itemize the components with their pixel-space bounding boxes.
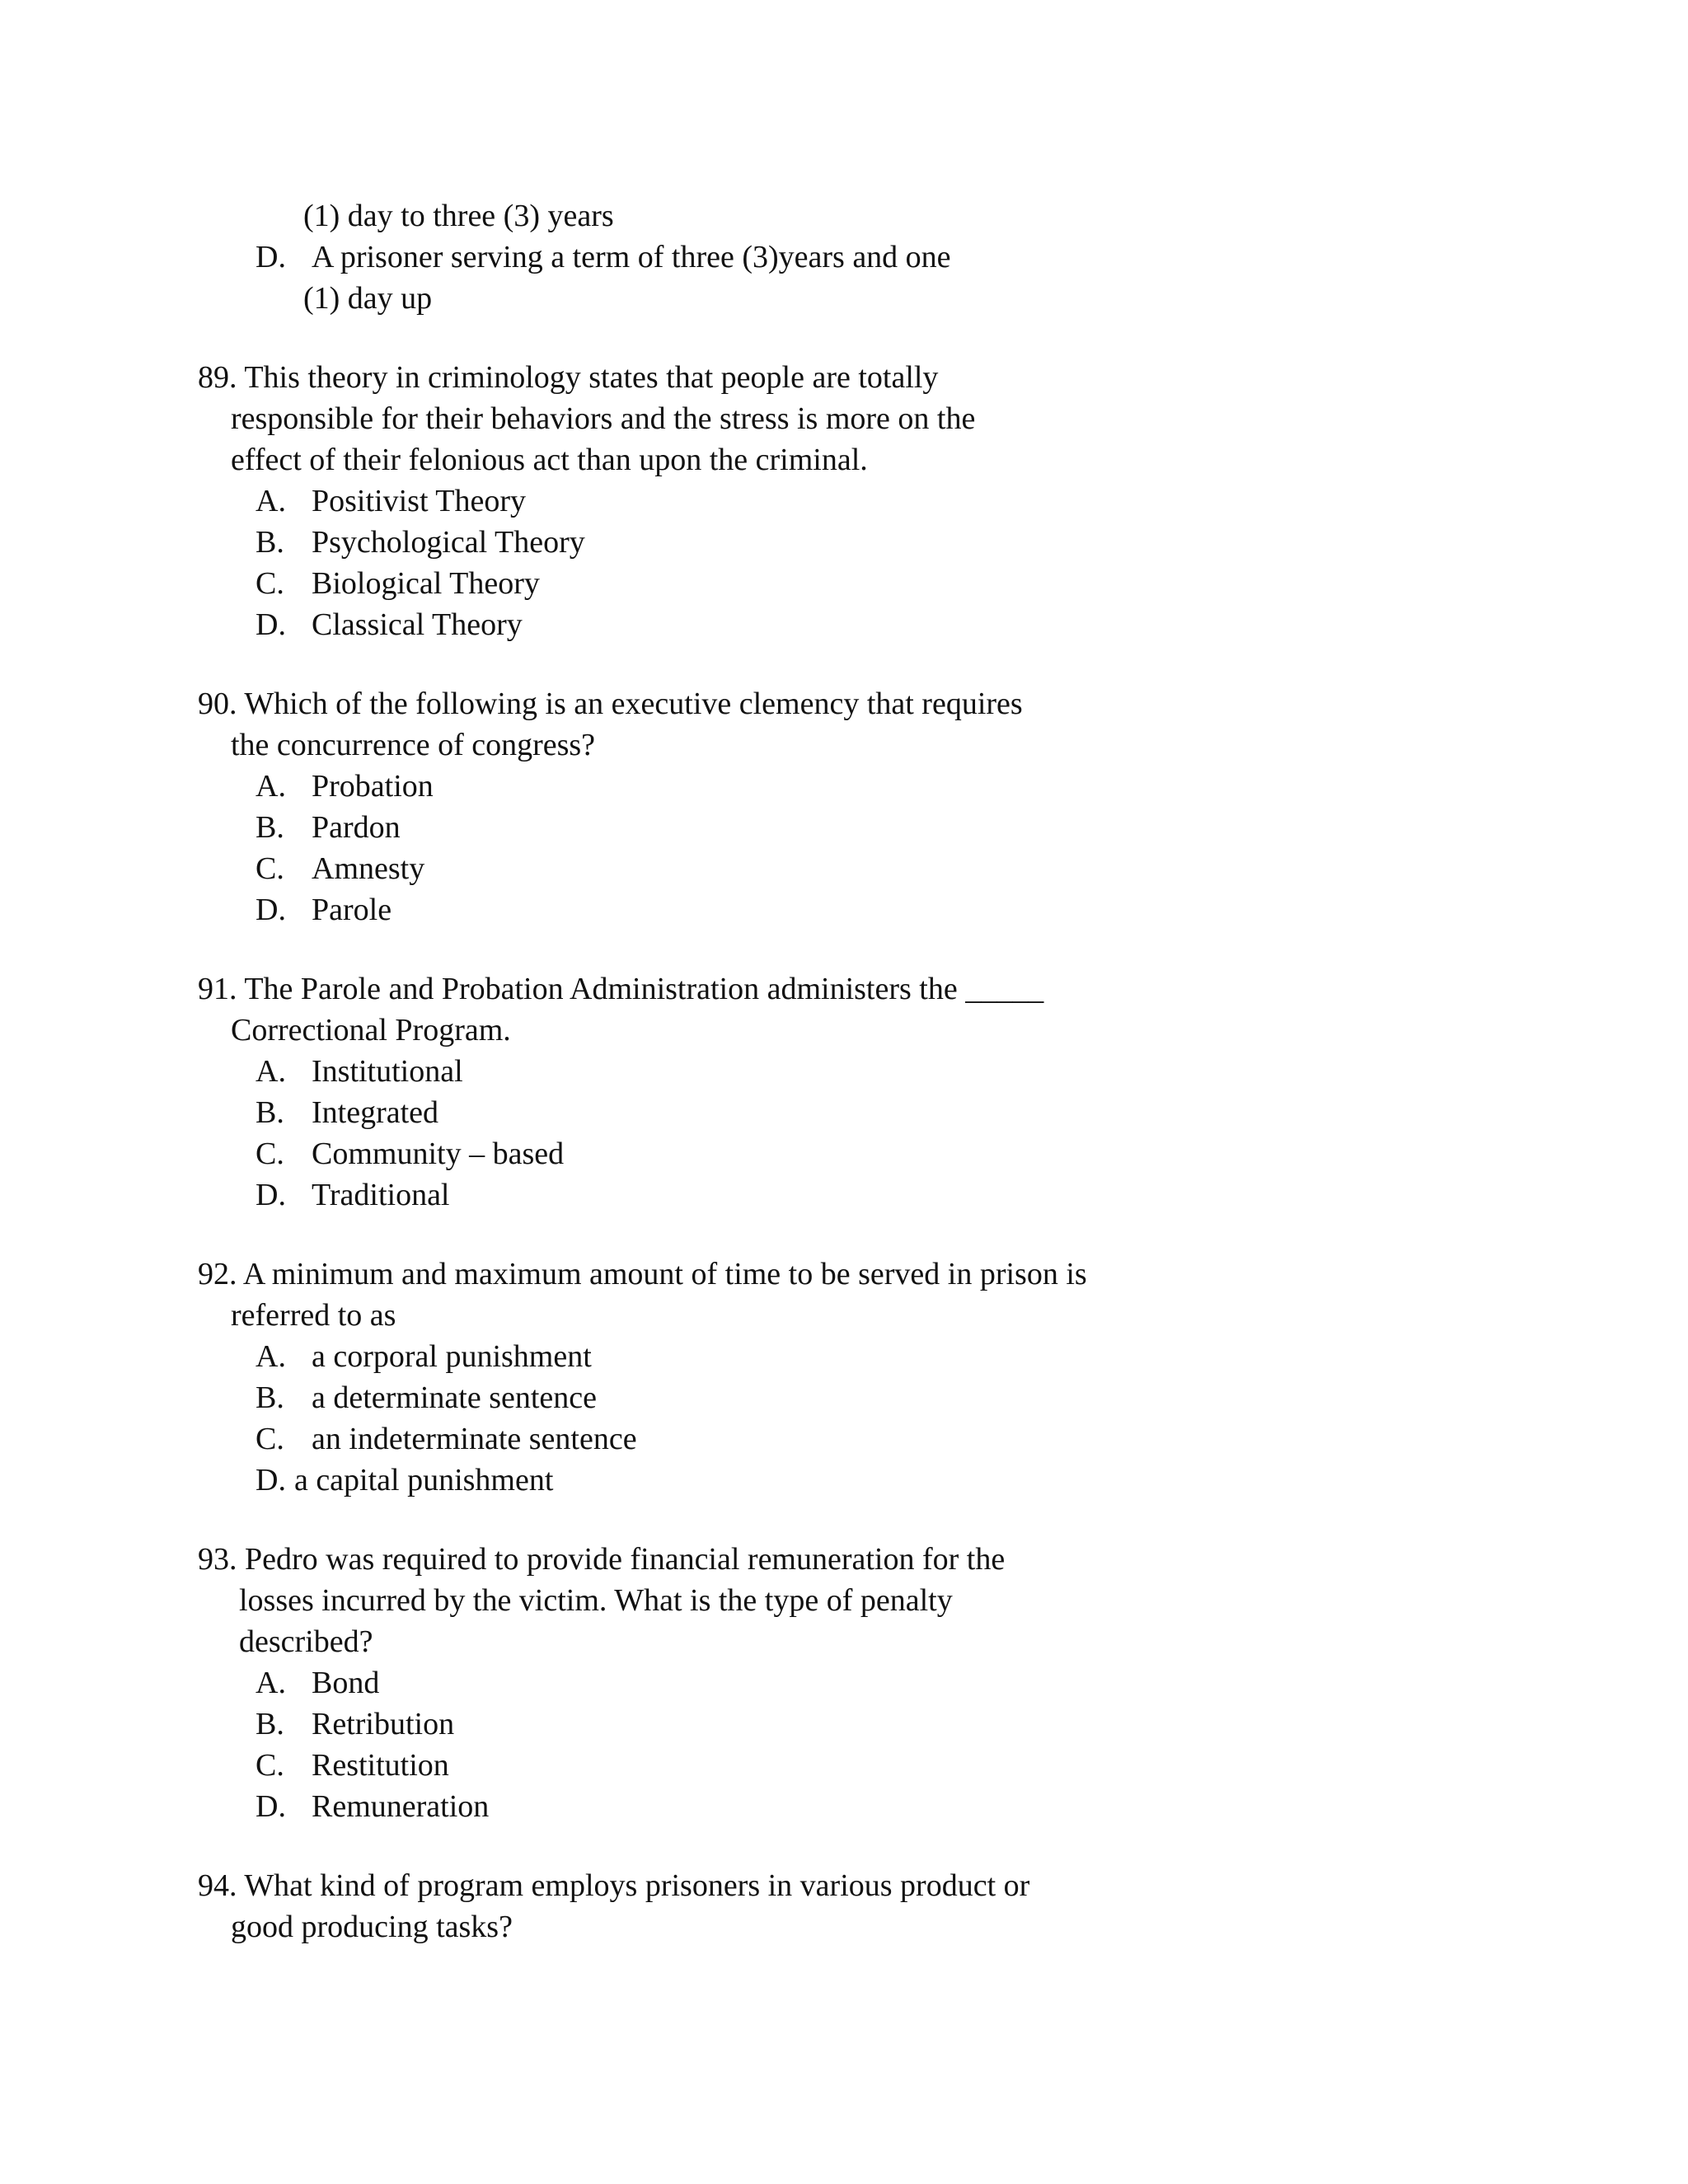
option-letter: C. bbox=[256, 566, 284, 601]
option-b bbox=[256, 1092, 438, 1133]
option-letter: D. bbox=[256, 1463, 286, 1497]
option-letter: A. bbox=[256, 1054, 286, 1089]
option-letter: B. bbox=[256, 525, 284, 560]
option-letter: B. bbox=[256, 1095, 284, 1130]
option-b bbox=[256, 1377, 597, 1418]
question-text: 92. A minimum and maximum amount of time to be served in prison is bbox=[198, 1257, 1087, 1291]
question-text: 91. The Parole and Probation Administration administers the _____ bbox=[198, 972, 1044, 1006]
question-text: 93. Pedro was required to provide financial remuneration for the bbox=[198, 1542, 1006, 1577]
option-text: Remuneration bbox=[312, 1789, 490, 1824]
option-letter: B. bbox=[256, 810, 284, 845]
option-letter: D. bbox=[256, 893, 286, 927]
option-c bbox=[256, 1133, 564, 1174]
option-letter: A. bbox=[256, 769, 286, 804]
option-text: a capital punishment bbox=[293, 1463, 554, 1497]
question-text: referred to as bbox=[231, 1298, 396, 1333]
option-letter: D. bbox=[256, 240, 286, 274]
option-text: Retribution bbox=[312, 1707, 455, 1741]
option-text: Probation bbox=[312, 769, 434, 804]
option-text: a determinate sentence bbox=[312, 1380, 598, 1415]
option-c bbox=[256, 1745, 449, 1786]
option-c-continuation: (1) day to three (3) years bbox=[303, 199, 614, 233]
option-b bbox=[256, 522, 585, 563]
option-d bbox=[256, 237, 951, 278]
question-text: 94. What kind of program employs prisoners in various product or bbox=[198, 1868, 1030, 1903]
question-text: good producing tasks? bbox=[231, 1910, 513, 1944]
option-text: Restitution bbox=[312, 1748, 449, 1783]
option-b bbox=[256, 807, 401, 848]
option-text: Traditional bbox=[312, 1178, 450, 1212]
option-letter: C. bbox=[256, 1422, 284, 1456]
option-text: a corporal punishment bbox=[312, 1339, 592, 1374]
option-a bbox=[256, 1336, 592, 1377]
option-letter: C. bbox=[256, 1137, 284, 1171]
option-letter: C. bbox=[256, 851, 284, 886]
option-text: Classical Theory bbox=[312, 607, 523, 642]
question-text: losses incurred by the victim. What is the type of penalty bbox=[239, 1583, 953, 1618]
option-d bbox=[256, 1786, 489, 1827]
option-letter: D. bbox=[256, 1178, 286, 1212]
question-text: the concurrence of congress? bbox=[231, 728, 596, 762]
question-text: effect of their felonious act than upon the criminal. bbox=[231, 443, 868, 477]
option-letter: B. bbox=[256, 1707, 284, 1741]
option-text: Institutional bbox=[312, 1054, 463, 1089]
option-letter: A. bbox=[256, 1339, 286, 1374]
question-text: Correctional Program. bbox=[231, 1013, 511, 1047]
option-letter: B. bbox=[256, 1380, 284, 1415]
option-text: Bond bbox=[312, 1666, 380, 1700]
option-text: Psychological Theory bbox=[312, 525, 585, 560]
option-letter: A. bbox=[256, 484, 286, 518]
option-d bbox=[256, 1174, 450, 1216]
option-a bbox=[256, 1662, 379, 1704]
option-text: Integrated bbox=[312, 1095, 439, 1130]
option-a bbox=[256, 766, 434, 807]
option-a bbox=[256, 1051, 463, 1092]
option-b bbox=[256, 1704, 454, 1745]
option-d bbox=[256, 1460, 553, 1501]
option-letter: D. bbox=[256, 1789, 286, 1824]
option-letter: C. bbox=[256, 1748, 284, 1783]
question-text: 89. This theory in criminology states that people are totally bbox=[198, 360, 939, 395]
option-letter: D. bbox=[256, 607, 286, 642]
option-letter: A. bbox=[256, 1666, 286, 1700]
option-text: A prisoner serving a term of three (3)years and one bbox=[312, 240, 951, 274]
option-c bbox=[256, 1418, 637, 1460]
option-a bbox=[256, 480, 526, 522]
option-c bbox=[256, 848, 424, 889]
option-d bbox=[256, 889, 392, 930]
question-text: responsible for their behaviors and the stress is more on the bbox=[231, 401, 976, 436]
question-text: 90. Which of the following is an executive clemency that requires bbox=[198, 687, 1023, 721]
option-text: Biological Theory bbox=[312, 566, 540, 601]
option-text: Positivist Theory bbox=[312, 484, 527, 518]
option-text: Pardon bbox=[312, 810, 401, 845]
option-text: Parole bbox=[312, 893, 392, 927]
option-text: an indeterminate sentence bbox=[312, 1422, 637, 1456]
option-text: Amnesty bbox=[312, 851, 425, 886]
option-d-continuation: (1) day up bbox=[303, 281, 433, 316]
option-c bbox=[256, 563, 540, 604]
question-text: described? bbox=[239, 1624, 373, 1659]
option-text: Community – based bbox=[312, 1137, 565, 1171]
option-d bbox=[256, 604, 523, 645]
